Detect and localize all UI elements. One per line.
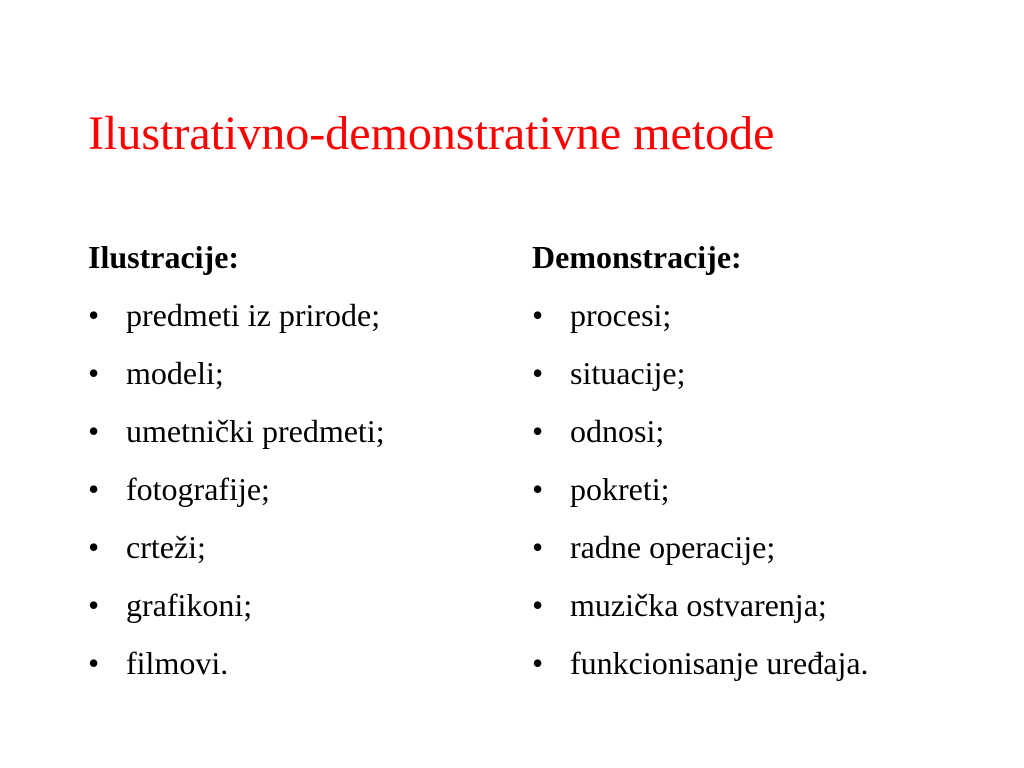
list-item [532,460,1002,518]
list-item [88,518,558,576]
bullet-icon: • [532,529,544,565]
list-item [532,518,1002,576]
list-item-text: situacije; [570,355,686,391]
list-item [88,344,558,402]
bullet-icon: • [88,471,100,507]
bullet-icon: • [88,413,100,449]
bullet-icon: • [88,529,100,565]
list-item [88,460,558,518]
bullet-icon: • [532,297,544,333]
list-item [532,576,1002,634]
list-item-text: procesi; [570,297,672,333]
demonstrations-column [532,228,1002,692]
list-item-text: radne operacije; [570,529,776,565]
list-item [532,286,1002,344]
illustrations-list [88,286,558,692]
list-item-text: odnosi; [570,413,665,449]
list-item [532,344,1002,402]
list-item [532,402,1002,460]
bullet-icon: • [88,587,100,623]
list-item-text: modeli; [126,355,224,391]
list-item-text: pokreti; [570,471,670,507]
bullet-icon: • [88,297,100,333]
bullet-icon: • [532,471,544,507]
bullet-icon: • [88,645,100,681]
list-item-text: funkcionisanje uređaja. [570,645,869,681]
list-item-text: crteži; [126,529,206,565]
list-item-text: predmeti iz prirode; [126,297,381,333]
list-item-text: umetnički predmeti; [126,413,385,449]
bullet-icon: • [532,587,544,623]
list-item [88,402,558,460]
demonstrations-list [532,286,1002,692]
list-item-text: filmovi. [126,645,229,681]
list-item [88,576,558,634]
bullet-icon: • [532,645,544,681]
demonstrations-heading: Demonstracije: [532,239,742,275]
list-item-text: grafikoni; [126,587,253,623]
slide-title: Ilustrativno-demonstrativne metode [88,107,775,160]
list-item [88,634,558,692]
bullet-icon: • [532,413,544,449]
bullet-icon: • [88,355,100,391]
bullet-icon: • [532,355,544,391]
list-item-text: fotografije; [126,471,270,507]
illustrations-heading: Ilustracije: [88,239,240,275]
list-item [532,634,1002,692]
list-item-text: muzička ostvarenja; [570,587,827,623]
illustrations-column [88,228,558,692]
list-item [88,286,558,344]
